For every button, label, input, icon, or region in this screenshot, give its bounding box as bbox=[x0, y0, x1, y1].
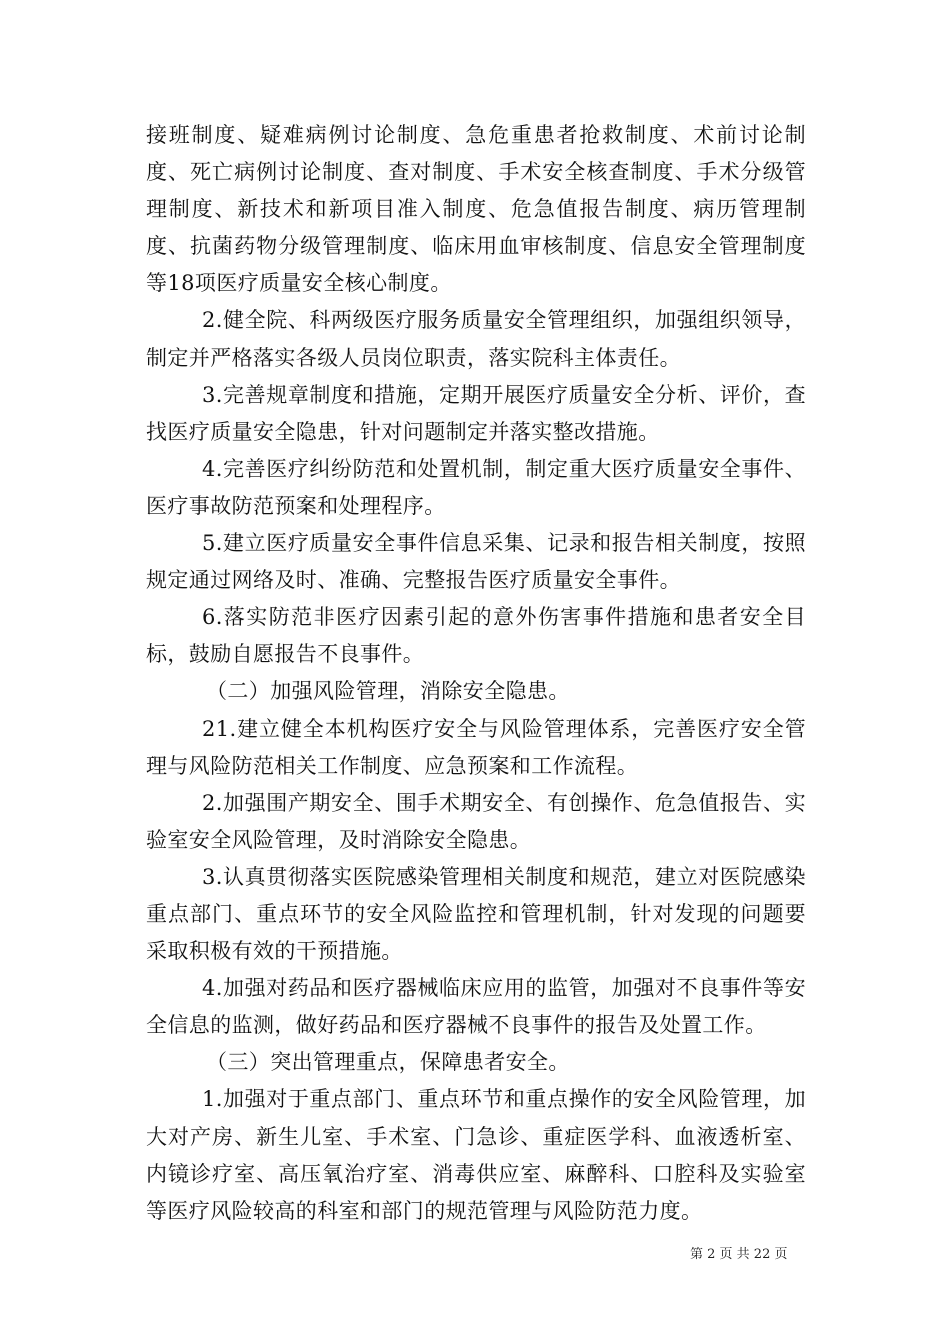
section-heading-2: （二）加强风险管理，消除安全隐患。 bbox=[206, 679, 570, 704]
paragraph-item-2-2: 2.加强围产期安全、围手术期安全、有创操作、危急值报告、实验室安全风险管理，及时消除安全隐患。 bbox=[146, 790, 806, 852]
paragraph-item-2-4: 4.加强对药品和医疗器械临床应用的监管，加强对不良事件等安全信息的监测，做好药品和医疗器械不良事件的报告及处置工作。 bbox=[146, 976, 806, 1038]
paragraph-item-1-3: 3.完善规章制度和措施，定期开展医疗质量安全分析、评价，查找医疗质量安全隐患，针对问题制定并落实整改措施。 bbox=[146, 382, 806, 444]
paragraph-item-3-1: 1.加强对于重点部门、重点环节和重点操作的安全风险管理，加大对产房、新生儿室、手术室、门急诊、重症医学科、血液透析室、内镜诊疗室、高压氧治疗室、消毒供应室、麻醉科、口腔科及实验室等医疗风险较高的科室和部门的规范管理与风险防范力度。 bbox=[146, 1087, 806, 1223]
paragraph-item-1-2: 2.健全院、科两级医疗服务质量安全管理组织，加强组织领导，制定并严格落实各级人员岗位职责，落实院科主体责任。 bbox=[146, 308, 806, 370]
paragraph-item-2-1: 21.建立健全本机构医疗安全与风险管理体系，完善医疗安全管理与风险防范相关工作制度、应急预案和工作流程。 bbox=[146, 716, 806, 778]
paragraph-item-1-6: 6.落实防范非医疗因素引起的意外伤害事件措施和患者安全目标，鼓励自愿报告不良事件。 bbox=[146, 605, 806, 667]
document-body bbox=[146, 117, 806, 1230]
page-number-footer: 第 2 页 共 22 页 bbox=[690, 1247, 788, 1262]
paragraph-item-2-3: 3.认真贯彻落实医院感染管理相关制度和规范，建立对医院感染重点部门、重点环节的安全风险监控和管理机制，针对发现的问题要采取积极有效的干预措施。 bbox=[146, 864, 806, 964]
paragraph-item-1-4: 4.完善医疗纠纷防范和处置机制，制定重大医疗质量安全事件、医疗事故防范预案和处理程序。 bbox=[146, 456, 806, 518]
paragraph-continuation: 接班制度、疑难病例讨论制度、急危重患者抢救制度、术前讨论制度、死亡病例讨论制度、查对制度、手术安全核查制度、手术分级管理制度、新技术和新项目准入制度、危急值报告制度、病历管理制度、抗菌药物分级管理制度、临床用血审核制度、信息安全管理制度等18项医疗质量安全核心制度。 bbox=[146, 123, 806, 296]
section-heading-3: （三）突出管理重点，保障患者安全。 bbox=[206, 1050, 570, 1075]
paragraph-item-1-5: 5.建立医疗质量安全事件信息采集、记录和报告相关制度，按照规定通过网络及时、准确、完整报告医疗质量安全事件。 bbox=[146, 531, 806, 593]
